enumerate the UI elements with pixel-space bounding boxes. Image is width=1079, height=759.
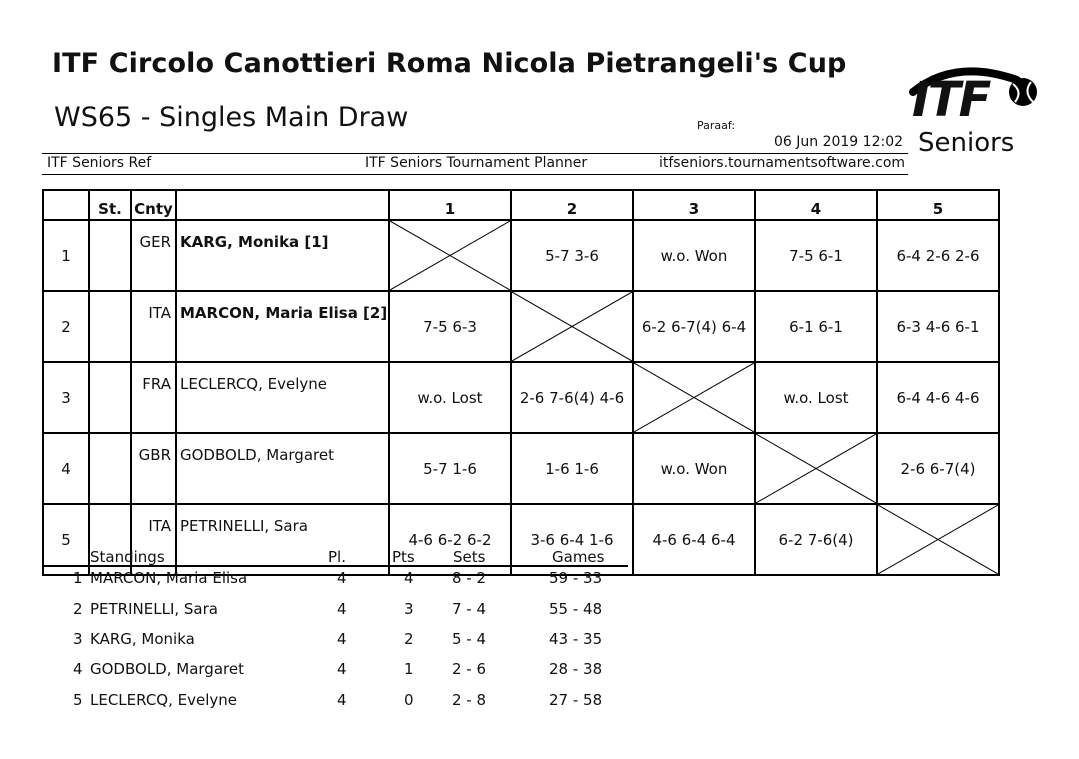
player-number: 1 (43, 220, 89, 291)
match-result[interactable]: 2-6 6-7(4) (877, 433, 999, 504)
standings-rank: 4 (73, 660, 83, 678)
self-match-cell (633, 362, 755, 433)
standings-name[interactable]: GODBOLD, Margaret (90, 660, 244, 678)
standings-rank: 1 (73, 569, 83, 587)
header-col-2: 2 (511, 190, 633, 220)
header-col-5: 5 (877, 190, 999, 220)
referee-label: ITF Seniors Ref (47, 155, 152, 171)
standings-points: 1 (404, 660, 414, 678)
self-match-cell (389, 220, 511, 291)
standings-rank: 2 (73, 600, 83, 618)
player-row (43, 362, 999, 433)
standings-games: 28 - 38 (549, 660, 603, 678)
standings-points: 3 (404, 600, 414, 618)
match-result[interactable]: 5-7 3-6 (511, 220, 633, 291)
standings-sets: 8 - 2 (452, 569, 487, 587)
match-result[interactable]: 4-6 6-2 6-2 (389, 504, 511, 575)
draw-header-row (43, 190, 999, 220)
match-result[interactable]: 7-5 6-3 (389, 291, 511, 362)
player-country: GER (131, 220, 176, 291)
player-country: ITA (131, 504, 176, 575)
header-rule-bottom (42, 174, 908, 175)
standings-points: 0 (404, 691, 414, 709)
standings-header: Standings (90, 548, 165, 566)
standings-games: 43 - 35 (549, 630, 603, 648)
player-number: 5 (43, 504, 89, 575)
standings-header-played: Pl. (328, 548, 346, 566)
standings-rule (42, 565, 628, 567)
player-number: 3 (43, 362, 89, 433)
standings-header-points: Pts (392, 548, 415, 566)
player-country: ITA (131, 291, 176, 362)
standings-header-sets: Sets (453, 548, 486, 566)
standings-played: 4 (337, 600, 347, 618)
standings-name[interactable]: KARG, Monika (90, 630, 195, 648)
header-col-3: 3 (633, 190, 755, 220)
standings-played: 4 (337, 691, 347, 709)
standings-points: 4 (404, 569, 414, 587)
header-rule-top (42, 153, 908, 154)
standings-row (0, 600, 1079, 622)
standings-sets: 7 - 4 (452, 600, 487, 618)
standings-played: 4 (337, 569, 347, 587)
standings-sets: 5 - 4 (452, 630, 487, 648)
match-result[interactable]: 6-4 2-6 2-6 (877, 220, 999, 291)
standings-name[interactable]: MARCON, Maria Elisa (90, 569, 248, 587)
standings-played: 4 (337, 660, 347, 678)
standings-row (0, 660, 1079, 682)
header-cnty: Cnty (131, 190, 176, 220)
standings-row (0, 630, 1079, 652)
header-col-1: 1 (389, 190, 511, 220)
match-result[interactable]: 6-3 4-6 6-1 (877, 291, 999, 362)
standings-sets: 2 - 8 (452, 691, 487, 709)
planner-label: ITF Seniors Tournament Planner (365, 155, 588, 171)
match-result[interactable]: 3-6 6-4 1-6 (511, 504, 633, 575)
match-result[interactable]: 6-2 6-7(4) 6-4 (633, 291, 755, 362)
logo-seniors-text: Seniors (918, 128, 1015, 158)
player-status (89, 433, 131, 504)
logo-itf-text: ITF (912, 72, 990, 128)
player-row (43, 291, 999, 362)
player-status (89, 291, 131, 362)
standings-rank: 5 (73, 691, 83, 709)
itf-seniors-logo (905, 62, 1045, 162)
standings-games: 55 - 48 (549, 600, 603, 618)
match-result[interactable]: w.o. Lost (389, 362, 511, 433)
header-col-4: 4 (755, 190, 877, 220)
player-status (89, 362, 131, 433)
print-datetime: 06 Jun 2019 12:02 (774, 134, 904, 150)
self-match-cell (511, 291, 633, 362)
page-title: ITF Circolo Canottieri Roma Nicola Pietrangeli's Cup (52, 48, 847, 79)
standings-games: 27 - 58 (549, 691, 603, 709)
player-name[interactable]: GODBOLD, Margaret (176, 433, 389, 504)
player-country: GBR (131, 433, 176, 504)
standings-row (0, 569, 1079, 591)
website-label: itfseniors.tournamentsoftware.com (659, 155, 906, 171)
standings-rank: 3 (73, 630, 83, 648)
self-match-cell (755, 433, 877, 504)
match-result[interactable]: 6-1 6-1 (755, 291, 877, 362)
standings-name[interactable]: LECLERCQ, Evelyne (90, 691, 237, 709)
header-name (176, 190, 389, 220)
player-name[interactable]: MARCON, Maria Elisa [2] (176, 291, 389, 362)
match-result[interactable]: 6-4 4-6 4-6 (877, 362, 999, 433)
player-name[interactable]: PETRINELLI, Sara (176, 504, 389, 575)
self-match-cell (877, 504, 999, 575)
match-result[interactable]: 2-6 7-6(4) 4-6 (511, 362, 633, 433)
player-name[interactable]: KARG, Monika [1] (176, 220, 389, 291)
match-result[interactable]: 6-2 7-6(4) (755, 504, 877, 575)
standings-points: 2 (404, 630, 414, 648)
standings-row (0, 691, 1079, 713)
player-row (43, 433, 999, 504)
match-result[interactable]: w.o. Won (633, 220, 755, 291)
standings-sets: 2 - 6 (452, 660, 487, 678)
player-status (89, 220, 131, 291)
player-number: 2 (43, 291, 89, 362)
match-result[interactable]: w.o. Lost (755, 362, 877, 433)
player-name[interactable]: LECLERCQ, Evelyne (176, 362, 389, 433)
match-result[interactable]: 4-6 6-4 6-4 (633, 504, 755, 575)
standings-header-games: Games (552, 548, 605, 566)
player-country: FRA (131, 362, 176, 433)
draw-table (42, 189, 1000, 576)
match-result[interactable]: w.o. Won (633, 433, 755, 504)
standings-games: 59 - 33 (549, 569, 603, 587)
header-num (43, 190, 89, 220)
header-st: St. (89, 190, 131, 220)
player-row (43, 220, 999, 291)
draw-subtitle: WS65 - Singles Main Draw (54, 102, 409, 133)
match-result[interactable]: 7-5 6-1 (755, 220, 877, 291)
match-result[interactable]: 5-7 1-6 (389, 433, 511, 504)
match-result[interactable]: 1-6 1-6 (511, 433, 633, 504)
standings-name[interactable]: PETRINELLI, Sara (90, 600, 218, 618)
paraaf-label: Paraaf: (697, 119, 736, 132)
standings-played: 4 (337, 630, 347, 648)
player-number: 4 (43, 433, 89, 504)
